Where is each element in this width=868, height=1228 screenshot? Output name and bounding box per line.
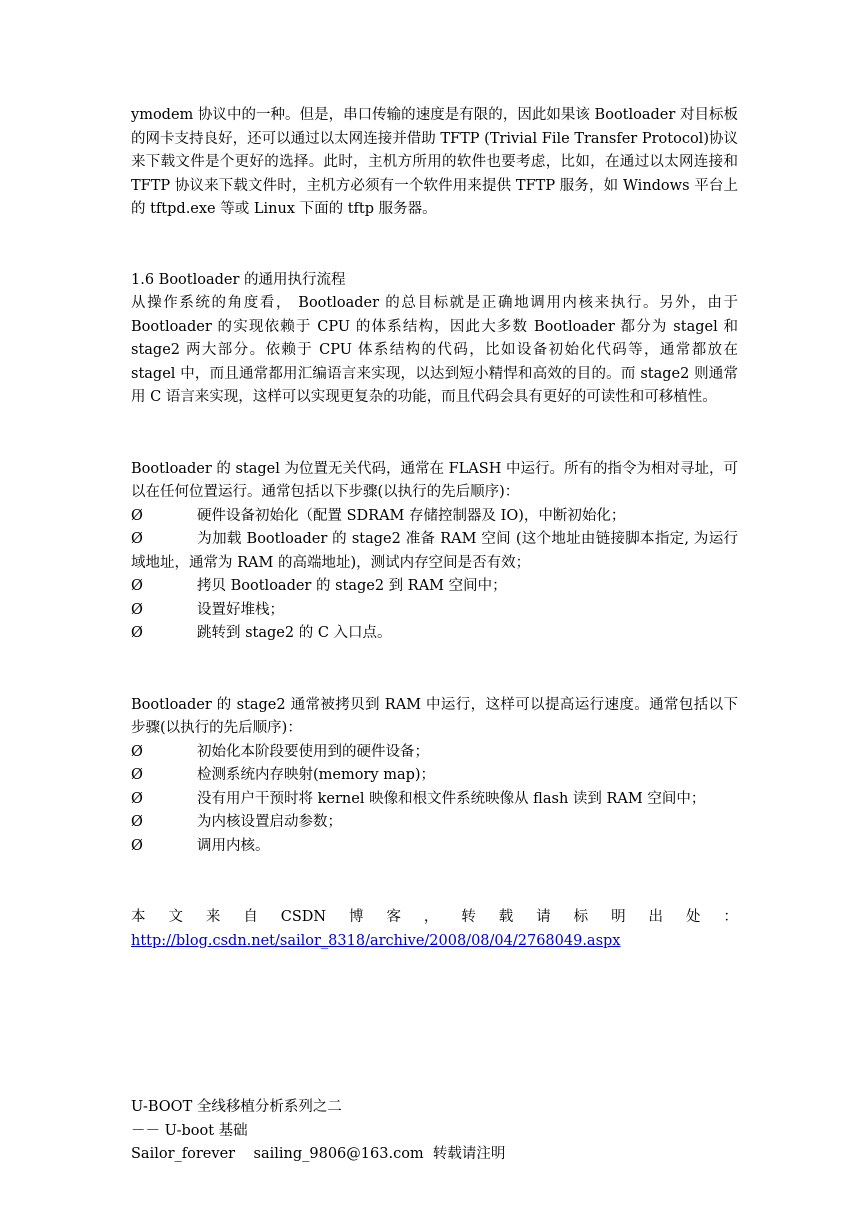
source-word: 标	[573, 909, 589, 925]
list-item	[131, 505, 738, 529]
source-word: 明	[611, 909, 626, 925]
source-word: 载	[498, 909, 514, 925]
bullet-mark: Ø	[131, 531, 143, 547]
source-word: 自	[243, 909, 258, 925]
list-item-text: 初始化本阶段要使用到的硬件设备；	[197, 743, 429, 760]
list-item	[131, 528, 738, 575]
bullet-mark: Ø	[131, 767, 143, 783]
list-item	[131, 835, 738, 859]
bullet-mark: Ø	[131, 790, 143, 807]
series-subtitle: －－ U-boot 基础	[131, 1122, 248, 1139]
list-item-text: 为内核设置启动参数；	[197, 814, 342, 830]
list-item-text: 没有用户干预时将 kernel 映像和根文件系统映像从 flash 读到 RAM 空间中；	[197, 790, 706, 807]
execution-flow-paragraph: 从操作系统的角度看， Bootloader 的总目标就是正确地调用内核来执行。另外，由于 Bootloader 的实现依赖于 CPU 的体系结构，因此大多数 Bootloader 都分为 stagel 和 stage2 两大部分。依赖于 CPU 体系结构的代码，比如设备初始化代码等，通常都放在 stagel 中，而且通常都用汇编语言来实现，以达到短小精悍和高效的目的。而 stage2 则通常用 C 语言来实现，这样可以实现更复杂的功能，而且代码会具有更好的可读性和可移植性。	[131, 295, 738, 405]
source-word: 出	[648, 909, 664, 925]
source-word: ：	[723, 909, 738, 925]
source-word: CSDN	[280, 909, 327, 925]
spacer	[131, 410, 738, 458]
list-item	[131, 622, 738, 646]
source-attribution	[131, 906, 738, 930]
spacer	[131, 1048, 738, 1096]
stage2-intro: Bootloader 的 stage2 通常被拷贝到 RAM 中运行，这样可以提高运行速度。通常包括以下步骤(以执行的先后顺序)：	[131, 696, 738, 736]
source-word: 处	[685, 909, 701, 925]
source-word: 客	[386, 909, 401, 925]
stage2-step-list	[131, 741, 738, 859]
list-item	[131, 741, 738, 765]
spacer	[131, 222, 738, 269]
source-link-line	[131, 930, 738, 954]
stage1-intro: Bootloader 的 stagel 为位置无关代码，通常在 FLASH 中运行。所有的指令为相对寻址，可以在任何位置运行。通常包括以下步骤(以执行的先后顺序)：	[131, 460, 738, 500]
list-item-text: 跳转到 stage2 的 C 入口点。	[197, 625, 392, 641]
section-heading: 1.6 Bootloader 的通用执行流程	[131, 271, 346, 288]
spacer	[131, 953, 738, 1048]
intro-paragraph: ymodem 协议中的一种。但是，串口传输的速度是有限的，因此如果该 Bootloader 对目标板的网卡支持良好，还可以通过以太网连接并借助 TFTP (Trivial File Transfer Protocol)协议来下载文件是个更好的选择。此时，主机方所用的软件也要考虑，比如，在通过以太网连接和 TFTP 协议来下载文件时，主机方必须有一个软件用来提供 TFTP 服务，如 Windows 平台上的 tftpd.exe 等或 Linux 下面的 tftp 服务器。	[131, 107, 738, 217]
bullet-mark: Ø	[131, 814, 143, 830]
document-page	[131, 104, 738, 1167]
stage1-step-list	[131, 505, 738, 646]
bullet-mark: Ø	[131, 507, 143, 524]
source-word: 转	[461, 909, 476, 925]
source-word: 博	[349, 909, 364, 925]
bullet-mark: Ø	[131, 743, 143, 760]
list-item	[131, 811, 738, 835]
list-item	[131, 575, 738, 599]
bullet-mark: Ø	[131, 837, 143, 854]
list-item-text: 调用内核。	[197, 837, 270, 854]
list-item-text: 为加载 Bootloader 的 stage2 准备 RAM 空间 (这个地址由链接脚本指定, 为运行域地址，通常为 RAM 的高端地址)，测试内存空间是否有效；	[131, 531, 738, 571]
spacer	[131, 646, 738, 694]
list-item-text: 检测系统内存映射(memory map)；	[197, 767, 436, 783]
source-word: ，	[423, 909, 439, 925]
source-word: 来	[205, 909, 221, 925]
bullet-mark: Ø	[131, 625, 143, 641]
list-item-text: 设置好堆栈；	[197, 601, 284, 618]
source-link[interactable]: http://blog.csdn.net/sailor_8318/archive/2008/08/04/2768049.aspx	[131, 932, 621, 949]
list-item	[131, 599, 738, 623]
list-item-text: 拷贝 Bootloader 的 stage2 到 RAM 空间中；	[197, 578, 507, 594]
source-word: 本	[131, 909, 146, 925]
list-item	[131, 788, 738, 812]
list-item-text: 硬件设备初始化（配置 SDRAM 存储控制器及 IO)，中断初始化；	[197, 507, 626, 524]
source-word: 请	[536, 909, 551, 925]
series-title: U-BOOT 全线移植分析系列之二	[131, 1099, 342, 1115]
source-word: 文	[168, 909, 183, 925]
bullet-mark: Ø	[131, 601, 143, 618]
bullet-mark: Ø	[131, 578, 143, 594]
list-item	[131, 764, 738, 788]
author-line: Sailor_forever sailing_9806@163.com 转载请注明	[131, 1146, 506, 1162]
spacer	[131, 858, 738, 906]
